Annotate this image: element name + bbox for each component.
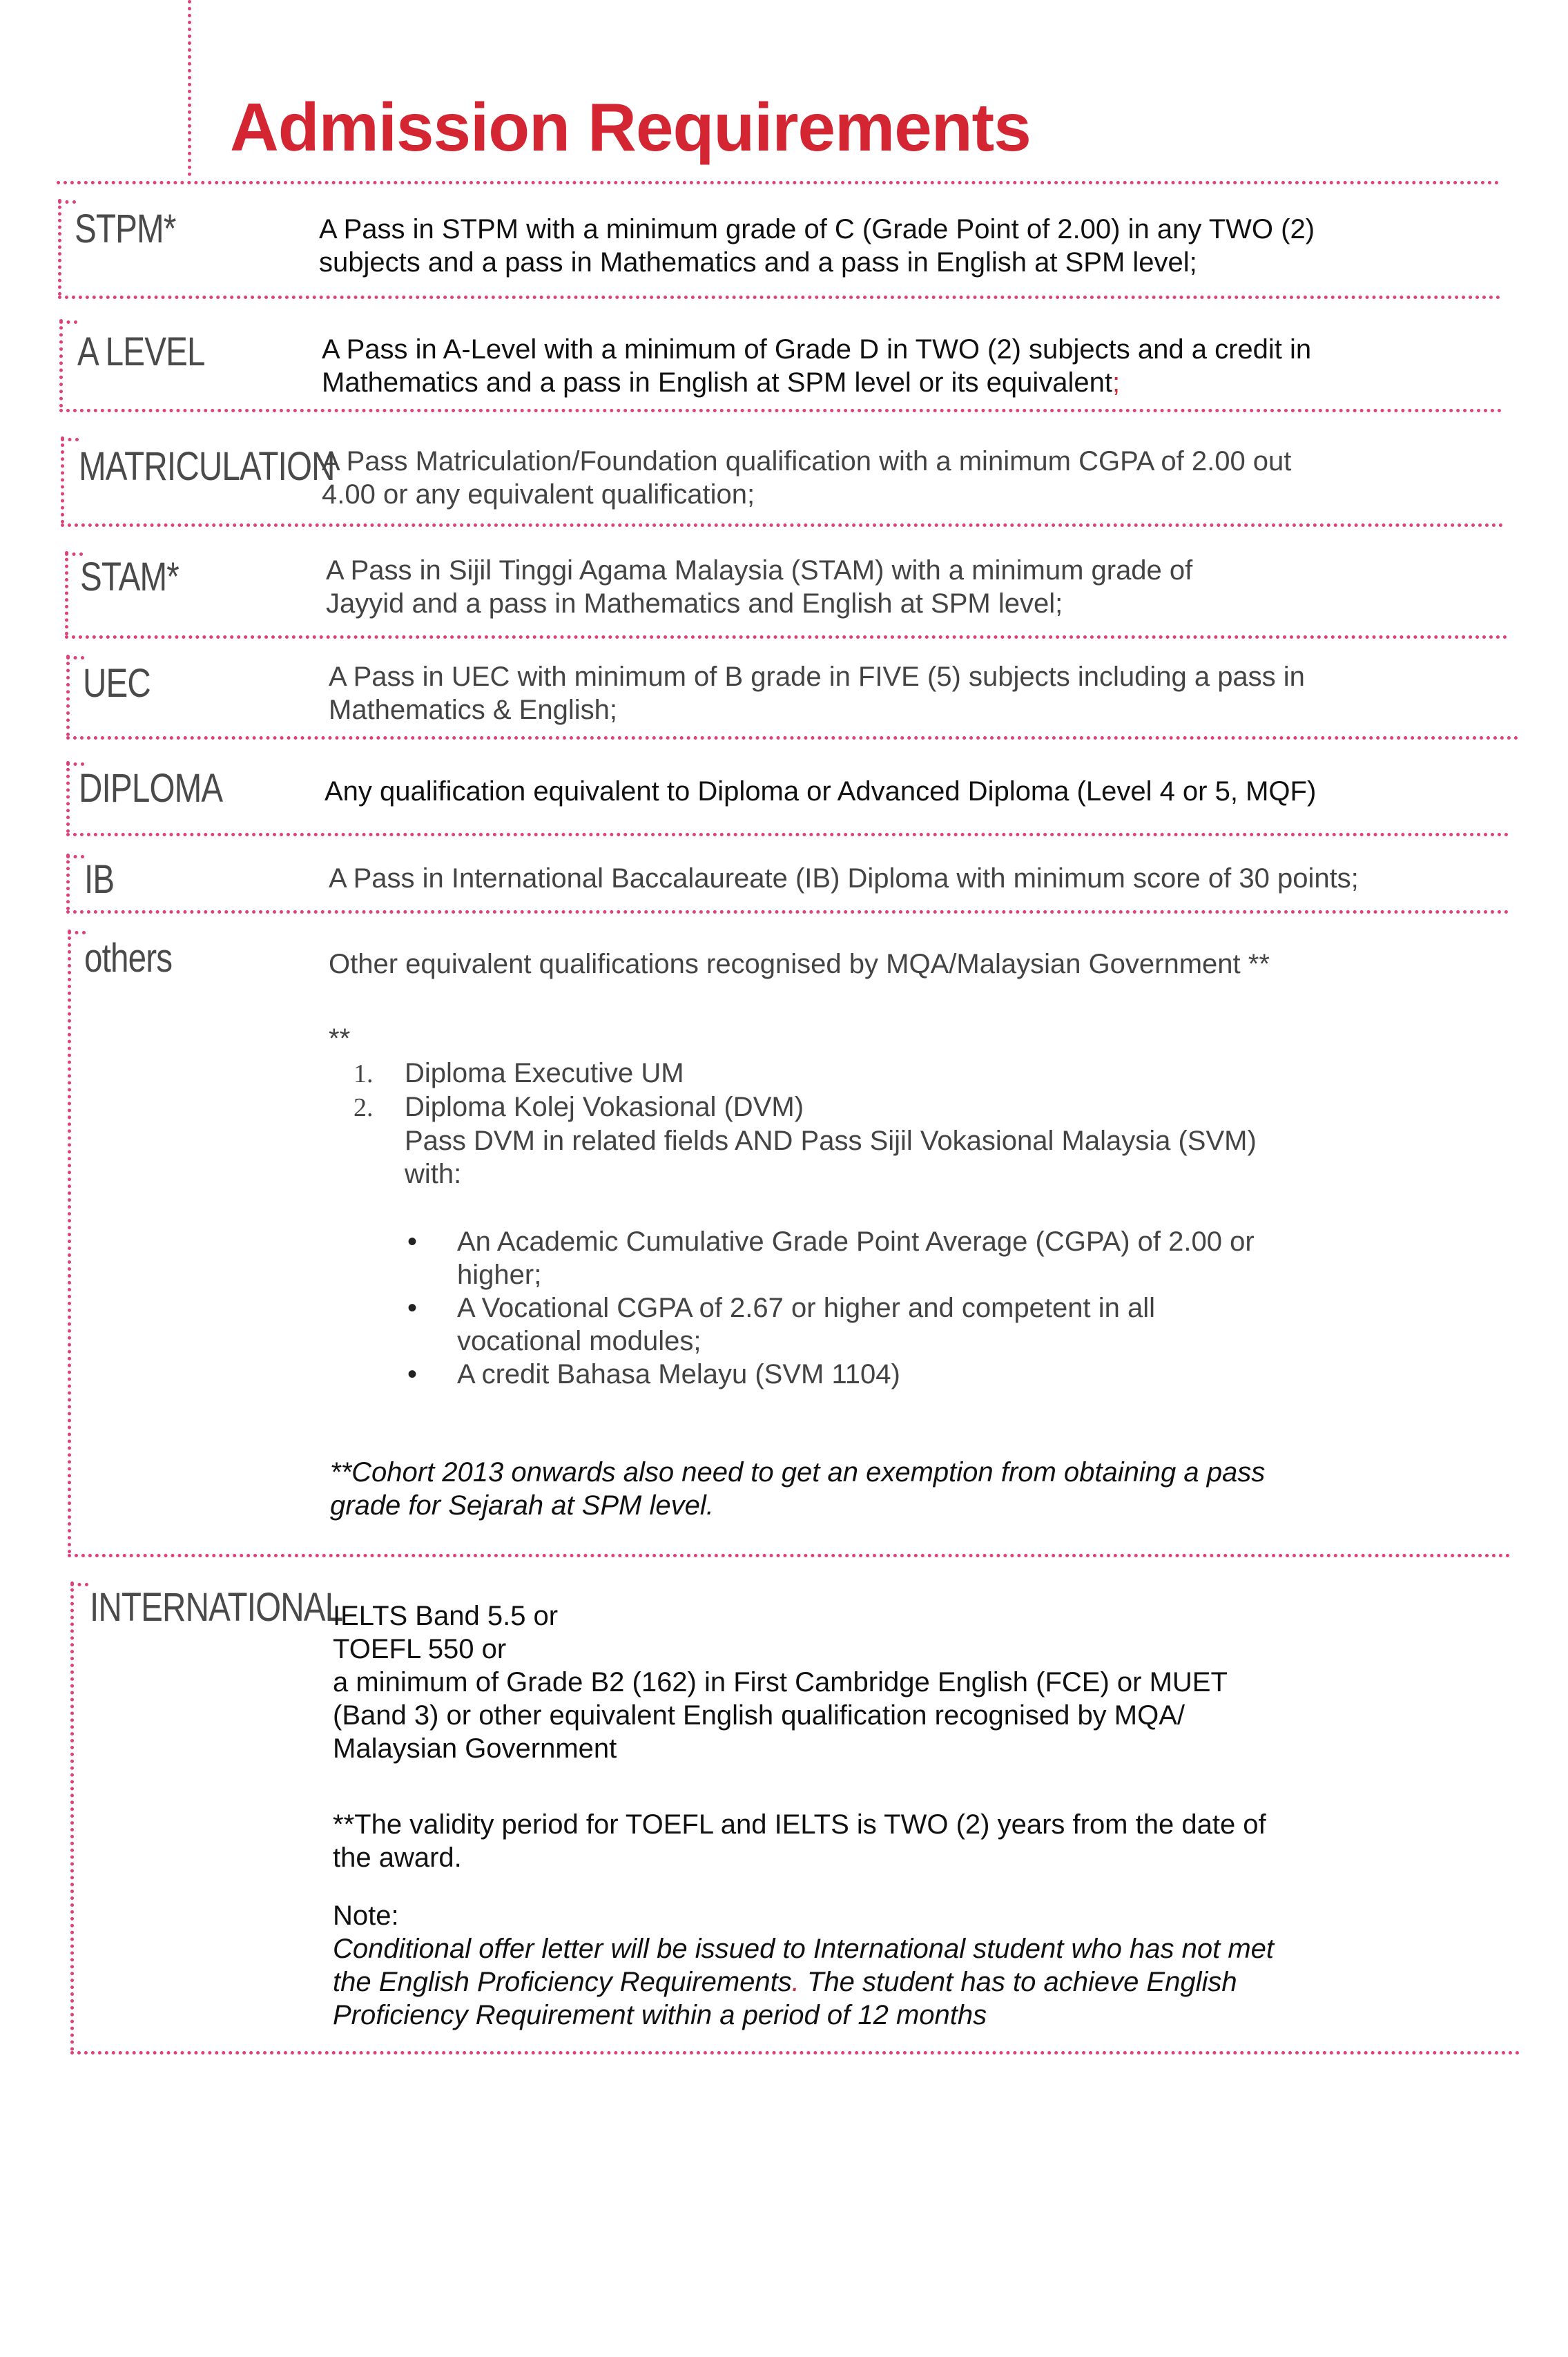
ib-divider: [66, 910, 1509, 914]
cohort-note: [330, 1456, 1265, 1522]
uec-divider: [66, 736, 1519, 740]
note-line-2a: the English Proficiency Requirements: [333, 1967, 792, 1997]
note-heading: Note:: [333, 1901, 399, 1931]
diploma-label: DIPLOMA: [79, 766, 223, 811]
cohort-note-line-1: **Cohort 2013 onwards also need to get an exemption from obtaining a pass: [330, 1457, 1266, 1488]
matriculation-side-rule: [61, 436, 64, 523]
stam-side-rule: [65, 551, 68, 635]
list-item: [354, 1057, 1257, 1090]
international-note: [333, 1899, 1274, 2032]
stpm-line-2: subjects and a pass in Mathematics and a pass in English at SPM level;: [319, 247, 1197, 278]
stpm-side-rule: [58, 199, 61, 296]
international-divider: [70, 2051, 1520, 2055]
list-item-text: Diploma Kolej Vokasional (DVM): [405, 1092, 804, 1122]
uec-line-2: Mathematics & English;: [329, 695, 617, 725]
list-number: 1.: [354, 1059, 374, 1088]
list-item: [354, 1090, 1257, 1124]
note-line-1: Conditional offer letter will be issued to International student who has not met: [333, 1934, 1275, 1964]
validity-line-2: the award.: [333, 1843, 462, 1873]
ib-requirement: [329, 862, 1359, 895]
uec-label: UEC: [83, 661, 151, 706]
bullet-text: A Vocational CGPA of 2.67 or higher and competent in all: [457, 1293, 1156, 1323]
international-requirement: [333, 1599, 1228, 1765]
matriculation-line-2: 4.00 or any equivalent qualification;: [322, 479, 755, 510]
stam-label: STAM*: [80, 555, 180, 599]
matriculation-label: MATRICULATION: [79, 444, 335, 489]
matriculation-divider: [61, 523, 1504, 527]
international-top-tick: [70, 1583, 88, 1586]
bullet-text-continued: vocational modules;: [457, 1326, 701, 1356]
others-numbered-list: [354, 1057, 1257, 1191]
dvm-detail-1: Pass DVM in related fields AND Pass Sijil Vokasional Malaysia (SVM): [405, 1126, 1257, 1156]
top-vertical-rule: [188, 0, 191, 176]
bullet-icon: •: [407, 1359, 418, 1389]
international-line-4: (Band 3) or other equivalent English qualification recognised by MQA/: [333, 1700, 1185, 1731]
ib-line-1: A Pass in International Baccalaureate (IB) Diploma with minimum score of 30 points;: [329, 863, 1359, 894]
uec-top-tick: [66, 656, 84, 660]
diploma-line-1: Any qualification equivalent to Diploma or Advanced Diploma (Level 4 or 5, MQF): [325, 776, 1317, 807]
alevel-line-2-end: ;: [1112, 367, 1121, 398]
stpm-divider: [58, 296, 1501, 299]
validity-note: [333, 1808, 1266, 1874]
others-line-1: Other equivalent qualifications recognised by MQA/Malaysian Government **: [329, 949, 1270, 979]
stpm-line-1: A Pass in STPM with a minimum grade of C (Grade Point of 2.00) in any TWO (2): [319, 214, 1315, 244]
uec-requirement: [329, 660, 1305, 727]
matriculation-top-tick: [61, 438, 79, 441]
uec-side-rule: [66, 655, 70, 736]
note-line-2-dot: .: [791, 1967, 800, 1997]
ib-side-rule: [66, 854, 70, 910]
bullet-text-continued: higher;: [457, 1260, 542, 1290]
note-line-3: Proficiency Requirement within a period of 12 months: [333, 2000, 987, 2030]
others-marker: **: [329, 1023, 351, 1054]
international-line-3: a minimum of Grade B2 (162) in First Cambridge English (FCE) or MUET: [333, 1667, 1228, 1697]
stpm-label: STPM*: [75, 206, 176, 251]
stam-divider: [65, 635, 1508, 639]
diploma-side-rule: [66, 761, 70, 833]
cohort-note-line-2: grade for Sejarah at SPM level.: [330, 1490, 714, 1521]
alevel-requirement: [322, 333, 1311, 399]
validity-line-1: **The validity period for TOEFL and IELTS is TWO (2) years from the date of: [333, 1809, 1266, 1840]
others-top-tick: [68, 931, 86, 934]
alevel-line-2-wrap: [322, 366, 1311, 399]
list-item: [407, 1225, 1255, 1258]
others-divider: [68, 1554, 1511, 1557]
ib-top-tick: [66, 855, 84, 858]
list-number: 2.: [354, 1093, 374, 1122]
note-line-2-wrap: [333, 1965, 1274, 1999]
alevel-side-rule: [59, 319, 63, 407]
svm-bullet-list: [407, 1225, 1255, 1391]
stam-line-1: A Pass in Sijil Tinggi Agama Malaysia (STAM) with a minimum grade of: [326, 555, 1193, 586]
list-item: [407, 1358, 1255, 1391]
list-item: [407, 1291, 1255, 1325]
stpm-top-tick: [58, 200, 76, 204]
others-side-rule: [68, 930, 71, 1554]
alevel-line-2: Mathematics and a pass in English at SPM level or its equivalent: [322, 367, 1113, 398]
uec-line-1: A Pass in UEC with minimum of B grade in FIVE (5) subjects including a pass in: [329, 662, 1305, 692]
bullet-icon: •: [407, 1293, 418, 1323]
list-item-text: Diploma Executive UM: [405, 1058, 684, 1088]
matriculation-requirement: [322, 445, 1291, 511]
bullet-icon: •: [407, 1226, 418, 1257]
alevel-top-tick: [59, 320, 77, 324]
alevel-divider: [59, 409, 1502, 412]
international-side-rule: [70, 1581, 74, 2051]
stam-requirement: [326, 554, 1192, 620]
dvm-detail-2: with:: [405, 1159, 462, 1189]
international-label: INTERNATIONAL: [90, 1585, 343, 1630]
matriculation-line-1: A Pass Matriculation/Foundation qualification with a minimum CGPA of 2.00 out: [322, 446, 1292, 477]
diploma-divider: [66, 833, 1509, 836]
alevel-line-1: A Pass in A-Level with a minimum of Grade D in TWO (2) subjects and a credit in: [322, 334, 1312, 365]
international-line-2: TOEFL 550 or: [333, 1634, 507, 1664]
international-line-5: Malaysian Government: [333, 1733, 617, 1764]
international-line-1: IELTS Band 5.5 or: [333, 1601, 559, 1631]
ib-label: IB: [84, 857, 115, 902]
stpm-requirement: [319, 213, 1315, 279]
stam-line-2: Jayyid and a pass in Mathematics and English at SPM level;: [326, 588, 1063, 619]
note-line-2b: The student has to achieve English: [799, 1967, 1237, 1997]
title-divider: [57, 181, 1500, 184]
bullet-text: A credit Bahasa Melayu (SVM 1104): [457, 1359, 900, 1389]
page-title: Admission Requirements: [230, 89, 1031, 165]
alevel-label: A LEVEL: [77, 329, 205, 374]
bullet-text: An Academic Cumulative Grade Point Average (CGPA) of 2.00 or: [457, 1226, 1255, 1257]
diploma-requirement: [325, 775, 1316, 808]
others-label: others: [84, 936, 173, 981]
others-requirement: [329, 947, 1270, 981]
